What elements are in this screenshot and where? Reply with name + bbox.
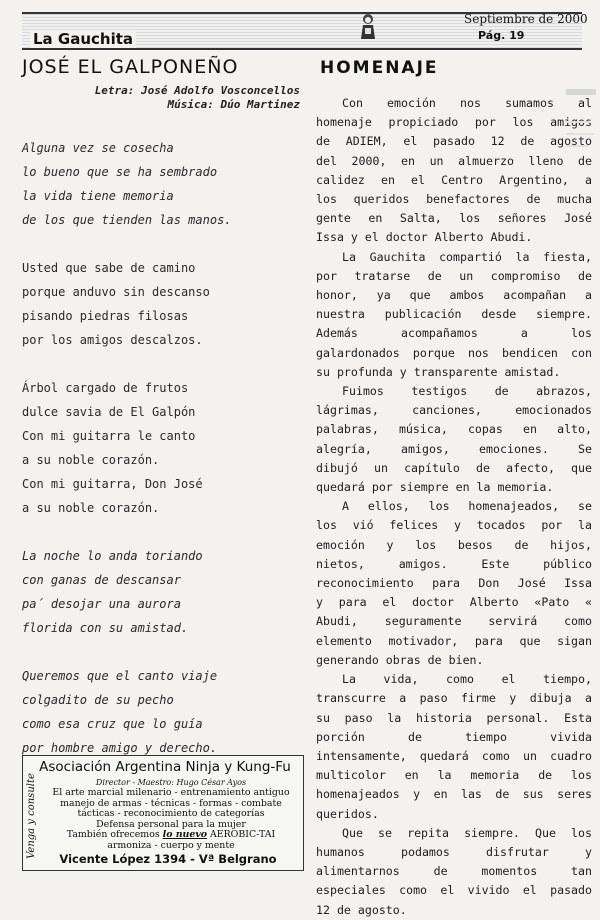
lyric-line: como esa cruz que lo guía bbox=[22, 717, 203, 731]
article-line: del 2000, en un almuerzo lleno de bbox=[316, 153, 592, 168]
article-line: nuestra publicación desde siempre. bbox=[316, 307, 592, 322]
article-line: galardonados porque nos bendicen con bbox=[316, 345, 592, 360]
ad-offer-prefix: También ofrecemos bbox=[66, 829, 163, 841]
article-line: generando obras de bien. bbox=[316, 652, 484, 667]
article-title: HOMENAJE bbox=[320, 58, 439, 78]
lyric-line: La noche lo anda toriando bbox=[22, 549, 203, 563]
article-line: 12 de agosto. bbox=[316, 902, 407, 917]
article-line: los vió felices y tocados por la bbox=[316, 518, 592, 533]
article-line: Con emoción nos sumamos al bbox=[342, 96, 592, 110]
lyric-line: a su noble corazón. bbox=[22, 501, 160, 515]
article-line: Fuimos testigos de abrazos, bbox=[342, 384, 592, 399]
article-paragraph bbox=[316, 497, 592, 670]
article-line: La vida, como el tiempo, bbox=[342, 672, 592, 687]
article-line: multicolor en la memoria de los bbox=[316, 768, 592, 783]
ad-line: Defensa personal para la mujer bbox=[96, 818, 246, 830]
article-line: por tratarse de un compromiso de bbox=[316, 268, 592, 283]
song-credits bbox=[22, 84, 300, 112]
advertisement-box bbox=[22, 755, 304, 871]
song-lyrics bbox=[22, 136, 307, 784]
ad-offer-line2: armoniza - cuerpo y mente bbox=[107, 839, 235, 851]
publication-name: La Gauchita bbox=[30, 30, 136, 48]
lyric-line: la vida tiene memoria bbox=[22, 189, 174, 203]
article-line: alegría, amigos, emociones. Se bbox=[316, 441, 592, 456]
article-paragraph bbox=[316, 248, 592, 382]
article-line: honor, ya que ambos acompañan a bbox=[316, 288, 592, 303]
article-line: A ellos, los homenajeados, se bbox=[342, 499, 592, 514]
article-line: gente en Salta, los señores José bbox=[316, 211, 592, 226]
article-line: Además acompañamos a los bbox=[316, 326, 592, 341]
lyric-line: porque anduvo sin descanso bbox=[22, 285, 210, 299]
lyrics-credit: Letra: José Adolfo Vosconcellos bbox=[94, 84, 300, 97]
lyric-line: dulce savia de El Galpón bbox=[22, 405, 196, 419]
article-line: humanos podamos disfrutar y bbox=[316, 844, 592, 859]
article-paragraph bbox=[316, 382, 592, 497]
article-line: su paso la historia personal. Esta bbox=[316, 710, 592, 725]
article-body bbox=[316, 94, 592, 920]
gauchita-mascot-icon bbox=[358, 12, 378, 42]
lyric-line: con ganas de descansar bbox=[22, 573, 181, 587]
stanza bbox=[22, 376, 307, 520]
article-line: los queridos benefactores de mucha bbox=[316, 192, 592, 207]
issue-date: Septiembre de 2000 bbox=[464, 12, 588, 26]
lyric-line: a su noble corazón. bbox=[22, 453, 160, 467]
article-line: alimentarnos de momentos tan bbox=[316, 864, 592, 879]
article-line: queridos. bbox=[316, 806, 379, 821]
lyric-line: colgadito de su pecho bbox=[22, 693, 174, 707]
lyric-line: Queremos que el canto viaje bbox=[22, 669, 218, 683]
article-line: dibujó un capítulo de afecto, que bbox=[316, 460, 592, 475]
ad-side-text: Venga y consulte bbox=[26, 773, 37, 859]
page-number: Pág. 19 bbox=[478, 29, 525, 42]
article-line: transcurre a paso firme y dibuja a bbox=[316, 691, 592, 706]
ad-description bbox=[43, 788, 299, 852]
music-credit: Música: Dúo Martinez bbox=[167, 98, 300, 111]
ad-offer-suffix: AEROBIC-TAI bbox=[207, 829, 276, 841]
article-line: nietos, amigos. Este público bbox=[316, 556, 592, 571]
ad-address: Vicente López 1394 - Vª Belgrano bbox=[59, 852, 277, 866]
article-line: elemento motivador, para que sigan bbox=[316, 633, 592, 648]
article-line: Que se repita siempre. Que los bbox=[342, 825, 592, 840]
article-line: homenaje propiciado por los amigos bbox=[316, 115, 592, 130]
lyric-line: por los amigos descalzos. bbox=[22, 333, 203, 347]
lyric-line: de los que tienden las manos. bbox=[22, 213, 232, 227]
article-paragraph bbox=[316, 824, 592, 920]
stanza bbox=[22, 256, 307, 352]
ad-director: Director - Maestro: Hugo César Ayos bbox=[95, 778, 247, 787]
article-line: de ADIEM, el pasado 12 de agosto bbox=[316, 134, 592, 149]
ad-line: manejo de armas - técnicas - formas - combate bbox=[60, 797, 282, 809]
lyric-line: Con mi guitarra le canto bbox=[22, 429, 196, 443]
article-line: homenajeados y en las de sus seres bbox=[316, 787, 592, 802]
lyric-line: lo bueno que se ha sembrado bbox=[22, 165, 218, 179]
article-line: especiales como el vivido el pasado bbox=[316, 883, 592, 898]
article-line: Abudi, seguramente servirá como bbox=[316, 614, 592, 629]
stanza bbox=[22, 664, 307, 760]
article-line: reconocimiento para Don José Issa bbox=[316, 576, 592, 591]
lyric-line: Árbol cargado de frutos bbox=[22, 381, 189, 395]
article-line: porción de tiempo vivida bbox=[316, 729, 592, 744]
lyric-line: florida con su amistad. bbox=[22, 621, 189, 635]
article-line: su profunda y transparente amistad. bbox=[316, 364, 561, 379]
lyric-line: por hombre amigo y derecho. bbox=[22, 741, 218, 755]
article-paragraph bbox=[316, 670, 592, 824]
lyric-line: Con mi guitarra, Don José bbox=[22, 477, 203, 491]
article-line: lágrimas, canciones, emocionados bbox=[316, 403, 592, 418]
lyric-line: Alguna vez se cosecha bbox=[22, 141, 174, 155]
article-line: palabras, música, copas en alto, bbox=[316, 422, 592, 437]
lyric-line: pisando piedras filosas bbox=[22, 309, 189, 323]
stanza bbox=[22, 136, 307, 232]
article-line: Issa y el doctor Alberto Abudi. bbox=[316, 230, 533, 245]
song-title: JOSÉ EL GALPONEÑO bbox=[22, 56, 239, 78]
article-line: La Gauchita compartió la fiesta, bbox=[342, 249, 592, 264]
lyric-line: pa´ desojar una aurora bbox=[22, 597, 181, 611]
article-line: y para el doctor Alberto «Pato « bbox=[316, 595, 592, 610]
article-line: calidez en el Centro Argentino, a bbox=[316, 172, 592, 187]
article-line: emoción y los besos de hijos, bbox=[316, 537, 592, 552]
ad-line: tácticas - reconocimiento de categorías bbox=[77, 808, 265, 820]
ad-line: El arte marcial milenario - entrenamiento antiguo bbox=[52, 787, 290, 798]
article-line: quedará por siempre en la memoria. bbox=[316, 480, 554, 495]
ad-title: Asociación Argentina Ninja y Kung-Fu bbox=[39, 759, 291, 775]
adjacent-page-bleed bbox=[560, 62, 600, 262]
lyric-line: Usted que sabe de camino bbox=[22, 261, 196, 275]
stanza bbox=[22, 544, 307, 640]
article-line: intensamente, quedará como un cuadro bbox=[316, 748, 592, 763]
ad-offer-new: lo nuevo bbox=[162, 829, 208, 841]
article-paragraph bbox=[316, 94, 592, 248]
